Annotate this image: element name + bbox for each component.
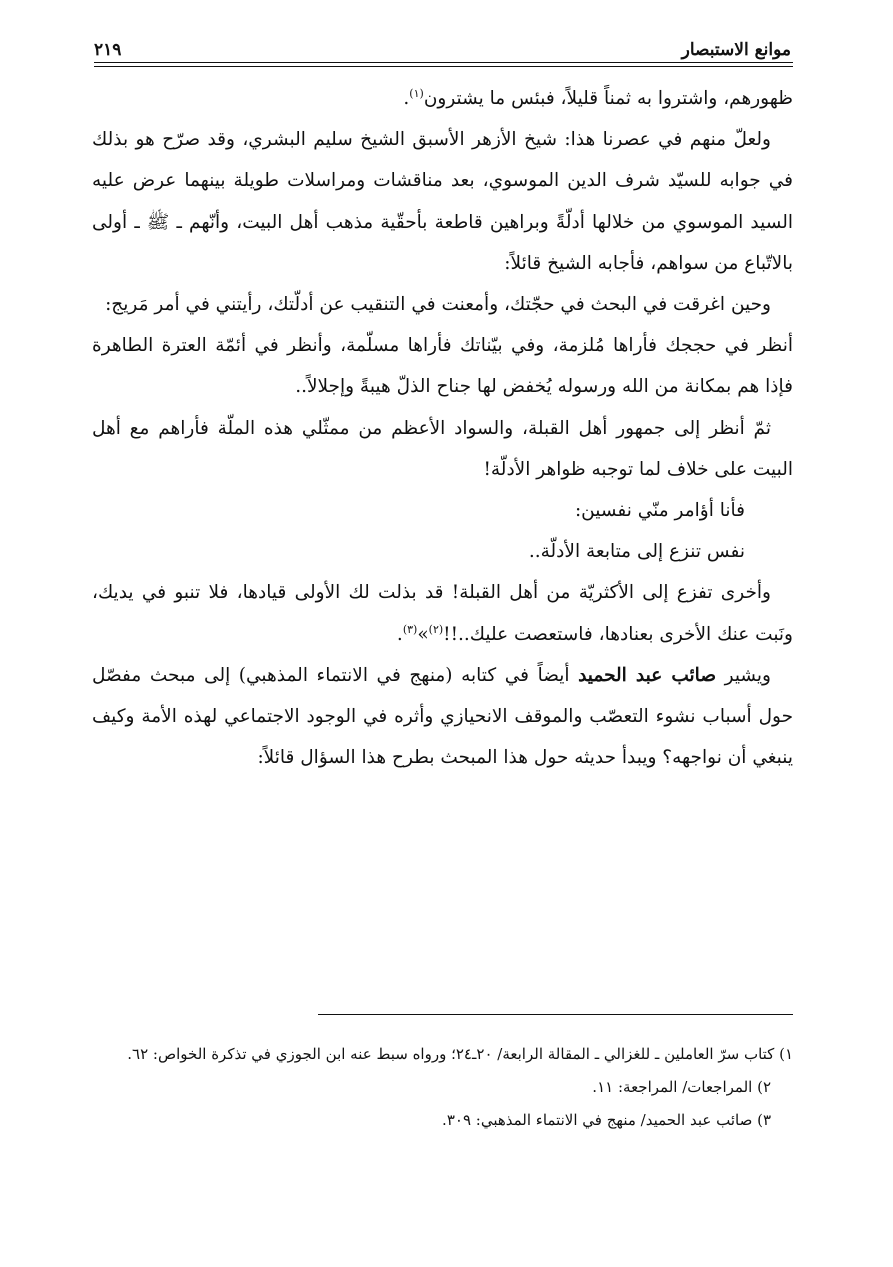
quoted-paragraph: نفس تنزع إلى متابعة الأدلّة.. [528,541,745,563]
quoted-paragraph: ثمّ أنظر إلى جمهور أهل القبلة، والسواد الأعظم من ممثّلي هذه الملّة فأراهم مع أهل البيت على خلاف لما توجبه ظواهر الأدلّة! [92,417,793,480]
quoted-paragraph: أنظر في حججك فأراها مُلزمة، وفي بيّناتك فأراها مسلّمة، وأنظر في أئمّة العترة الطاهرة فإذا هم بمكانة من الله ورسوله يُخفض لها جناح الذلّ هيبةً وإجلالاً.. [92,335,793,398]
header-rule-secondary [94,66,793,67]
paragraph-punctuation: . [403,88,410,109]
footnote-separator [318,1014,793,1015]
footnote-reference: (٣) [402,622,418,636]
paragraph: ولعلّ منهم في عصرنا هذا: شيخ الأزهر الأسبق الشيخ سليم البشري، وقد صرّح هو بذلك في جوابه للسيّد شرف الدين الموسوي، بعد مناقشات ومراسلات طويلة بينهما عرض عليه السيد الموسوي من خلالها أدلّةً وبراهين قاطعة بأحقّية مذهب أهل البيت، وأنّهم ـ ﷺ ـ أولى بالاتّباع من سواهم، فأجابه الشيخ قائلاً: [92,129,793,274]
footnote: ٣) صائب عبد الحميد/ منهج في الانتماء المذهبي: ٣٠٩. [442,1111,771,1129]
quote-close-mark: » [417,623,429,645]
paragraph-text: ظهورهم، واشتروا به ثمناً قليلاً، فبئس ما يشترون [423,88,793,109]
footnote: ٢) المراجعات/ المراجعة: ١١. [592,1078,771,1096]
paragraph [92,78,793,119]
footnote-reference: (١) [409,86,424,100]
quoted-paragraph [92,572,793,654]
paragraph-text: أيضاً في كتابه (منهج في الانتماء المذهبي) إلى مبحث مفصّل حول أسباب نشوء التعصّب والموقف الانحيازي وأثره في الوجود الاجتماعي لهذه الأمة وكيف ينبغي أن نواجهه؟ ويبدأ حديثه حول هذا المبحث بطرح هذا السؤال قائلاً: [92,664,793,769]
page-number: ٢١٩ [94,40,122,60]
footnotes [92,1038,793,1137]
header-rule [94,62,793,63]
quoted-paragraph: فأنا أؤامر منّي نفسين: [574,500,745,522]
footnote-reference: (٢) [428,622,444,636]
footnote: ١) كتاب سرّ العاملين ـ للغزالي ـ المقالة الرابعة/ ٢٠ـ٢٤؛ ورواه سبط عنه ابن الجوزي في تذكرة الخواص: ٦٢. [127,1045,793,1063]
page-header [94,30,791,60]
paragraph-text: وأخرى تفزع إلى الأكثريّة من أهل القبلة! قد بذلت لك الأولى قيادها، فلا تنبو في يديك، ونَبت عنك الأخرى بعنادها، فاستعصت عليك..!! [92,582,793,645]
paragraph [92,655,793,779]
quoted-paragraph: وحين اغرقت في البحث في حجّتك، وأمعنت في التنقيب عن أدلّتك، رأيتني في أمر مَريج: [105,294,771,316]
paragraph-text: ويشير [716,664,771,686]
running-title: موانع الاستبصار [681,40,791,60]
paragraph-punctuation: . [396,623,403,645]
author-name: صائب عبد الحميد [578,664,717,686]
main-text [92,78,793,778]
